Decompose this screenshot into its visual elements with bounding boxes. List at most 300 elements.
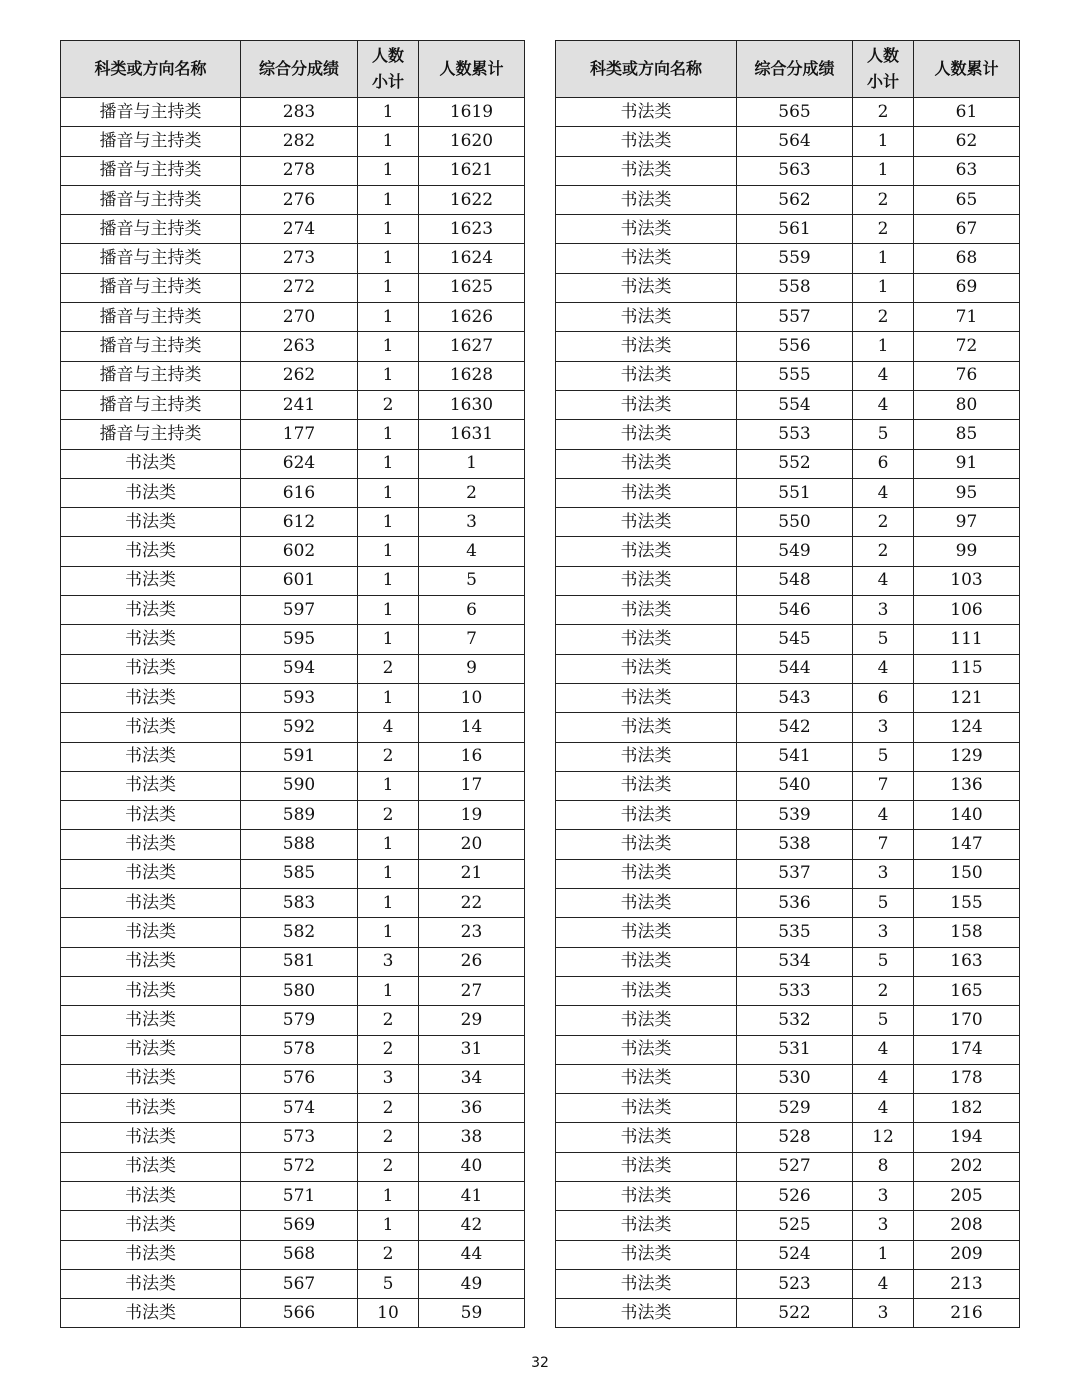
cell-cumulative: 85	[914, 420, 1020, 449]
cell-subtotal: 5	[358, 1269, 419, 1298]
table-row	[556, 390, 1020, 419]
cell-name: 书法类	[61, 742, 241, 771]
cell-name: 书法类	[61, 537, 241, 566]
cell-cumulative: 23	[419, 918, 525, 947]
table-row	[556, 1181, 1020, 1210]
table-row	[556, 742, 1020, 771]
cell-score: 270	[241, 303, 358, 332]
cell-subtotal: 2	[853, 98, 914, 127]
cell-name: 书法类	[61, 1299, 241, 1328]
header-name: 科类或方向名称	[556, 41, 737, 98]
cell-cumulative: 106	[914, 596, 1020, 625]
cell-subtotal: 12	[853, 1123, 914, 1152]
cell-name: 书法类	[61, 683, 241, 712]
cell-score: 524	[737, 1240, 853, 1269]
table-row	[61, 478, 525, 507]
cell-score: 562	[737, 185, 853, 214]
cell-subtotal: 1	[853, 273, 914, 302]
cell-cumulative: 44	[419, 1240, 525, 1269]
table-row	[61, 683, 525, 712]
cell-name: 书法类	[61, 596, 241, 625]
cell-score: 532	[737, 1006, 853, 1035]
cell-name: 书法类	[556, 449, 737, 478]
cell-subtotal: 2	[853, 185, 914, 214]
cell-cumulative: 136	[914, 771, 1020, 800]
cell-score: 276	[241, 185, 358, 214]
cell-name: 书法类	[556, 215, 737, 244]
cell-score: 553	[737, 420, 853, 449]
cell-subtotal: 1	[358, 215, 419, 244]
cell-cumulative: 17	[419, 771, 525, 800]
cell-cumulative: 216	[914, 1299, 1020, 1328]
cell-subtotal: 1	[358, 1181, 419, 1210]
cell-cumulative: 69	[914, 273, 1020, 302]
cell-cumulative: 170	[914, 1006, 1020, 1035]
cell-cumulative: 80	[914, 390, 1020, 419]
cell-name: 书法类	[556, 859, 737, 888]
cell-subtotal: 3	[853, 1181, 914, 1210]
cell-cumulative: 213	[914, 1269, 1020, 1298]
cell-score: 595	[241, 625, 358, 654]
header-score: 综合分成绩	[241, 41, 358, 98]
cell-subtotal: 1	[853, 244, 914, 273]
cell-name: 书法类	[61, 1269, 241, 1298]
table-body-right	[556, 98, 1020, 1328]
cell-cumulative: 99	[914, 537, 1020, 566]
cell-score: 531	[737, 1035, 853, 1064]
cell-subtotal: 1	[358, 976, 419, 1005]
table-row	[556, 215, 1020, 244]
cell-name: 书法类	[556, 478, 737, 507]
cell-name: 书法类	[556, 156, 737, 185]
cell-name: 书法类	[556, 98, 737, 127]
table-row	[61, 889, 525, 918]
cell-name: 书法类	[61, 889, 241, 918]
cell-score: 585	[241, 859, 358, 888]
cell-name: 书法类	[556, 1064, 737, 1093]
cell-score: 574	[241, 1094, 358, 1123]
table-row	[61, 156, 525, 185]
table-row	[556, 156, 1020, 185]
table-row	[556, 127, 1020, 156]
cell-subtotal: 5	[853, 625, 914, 654]
cell-score: 525	[737, 1211, 853, 1240]
header-subtotal	[358, 41, 419, 98]
cell-subtotal: 4	[853, 390, 914, 419]
table-row	[556, 1094, 1020, 1123]
cell-cumulative: 111	[914, 625, 1020, 654]
table-row	[61, 918, 525, 947]
cell-cumulative: 49	[419, 1269, 525, 1298]
table-row	[556, 478, 1020, 507]
table-row	[556, 1299, 1020, 1328]
cell-score: 552	[737, 449, 853, 478]
cell-subtotal: 1	[853, 1240, 914, 1269]
cell-subtotal: 4	[853, 1269, 914, 1298]
cell-name: 播音与主持类	[61, 332, 241, 361]
cell-score: 522	[737, 1299, 853, 1328]
cell-name: 书法类	[556, 185, 737, 214]
cell-cumulative: 14	[419, 713, 525, 742]
table-body-left	[61, 98, 525, 1328]
cell-name: 书法类	[556, 1299, 737, 1328]
table-row	[556, 918, 1020, 947]
cell-cumulative: 158	[914, 918, 1020, 947]
cell-score: 528	[737, 1123, 853, 1152]
cell-cumulative: 63	[914, 156, 1020, 185]
cell-name: 书法类	[61, 1094, 241, 1123]
cell-subtotal: 5	[853, 889, 914, 918]
score-table-left	[60, 40, 525, 1328]
table-row	[61, 420, 525, 449]
cell-cumulative: 16	[419, 742, 525, 771]
cell-score: 555	[737, 361, 853, 390]
cell-score: 592	[241, 713, 358, 742]
cell-name: 书法类	[556, 976, 737, 1005]
table-row	[61, 449, 525, 478]
cell-score: 535	[737, 918, 853, 947]
table-row	[556, 1006, 1020, 1035]
table-row	[556, 859, 1020, 888]
cell-name: 播音与主持类	[61, 215, 241, 244]
table-row	[61, 273, 525, 302]
cell-cumulative: 1	[419, 449, 525, 478]
cell-subtotal: 8	[853, 1152, 914, 1181]
cell-score: 534	[737, 947, 853, 976]
cell-name: 书法类	[61, 1152, 241, 1181]
cell-subtotal: 1	[358, 1211, 419, 1240]
cell-cumulative: 34	[419, 1064, 525, 1093]
header-score: 综合分成绩	[737, 41, 853, 98]
cell-name: 书法类	[61, 1064, 241, 1093]
table-row	[556, 420, 1020, 449]
cell-name: 书法类	[556, 1123, 737, 1152]
cell-name: 书法类	[556, 1181, 737, 1210]
cell-name: 书法类	[556, 1269, 737, 1298]
cell-cumulative: 40	[419, 1152, 525, 1181]
cell-subtotal: 6	[853, 683, 914, 712]
cell-score: 282	[241, 127, 358, 156]
cell-score: 273	[241, 244, 358, 273]
cell-subtotal: 1	[358, 244, 419, 273]
cell-score: 589	[241, 801, 358, 830]
table-row	[61, 332, 525, 361]
table-row	[61, 976, 525, 1005]
cell-cumulative: 182	[914, 1094, 1020, 1123]
header-cumulative: 人数累计	[419, 41, 525, 98]
table-row	[556, 976, 1020, 1005]
cell-cumulative: 174	[914, 1035, 1020, 1064]
header-subtotal-text: 人数小计	[866, 46, 899, 91]
cell-cumulative: 140	[914, 801, 1020, 830]
cell-subtotal: 1	[358, 332, 419, 361]
cell-score: 546	[737, 596, 853, 625]
cell-name: 书法类	[556, 654, 737, 683]
table-row	[556, 1123, 1020, 1152]
cell-score: 545	[737, 625, 853, 654]
cell-subtotal: 1	[358, 361, 419, 390]
cell-name: 书法类	[556, 537, 737, 566]
table-row	[61, 625, 525, 654]
cell-subtotal: 1	[358, 830, 419, 859]
cell-name: 书法类	[61, 449, 241, 478]
cell-score: 569	[241, 1211, 358, 1240]
cell-cumulative: 62	[914, 127, 1020, 156]
cell-subtotal: 1	[358, 625, 419, 654]
cell-cumulative: 3	[419, 508, 525, 537]
cell-score: 523	[737, 1269, 853, 1298]
header-name: 科类或方向名称	[61, 41, 241, 98]
table-row	[556, 185, 1020, 214]
table-row	[556, 830, 1020, 859]
cell-score: 556	[737, 332, 853, 361]
cell-cumulative: 1619	[419, 98, 525, 127]
cell-name: 书法类	[556, 390, 737, 419]
cell-score: 566	[241, 1299, 358, 1328]
cell-subtotal: 2	[358, 1240, 419, 1269]
cell-score: 578	[241, 1035, 358, 1064]
cell-subtotal: 3	[358, 1064, 419, 1093]
cell-score: 581	[241, 947, 358, 976]
cell-cumulative: 5	[419, 566, 525, 595]
cell-cumulative: 29	[419, 1006, 525, 1035]
cell-name: 书法类	[556, 361, 737, 390]
cell-name: 书法类	[556, 683, 737, 712]
cell-cumulative: 71	[914, 303, 1020, 332]
cell-subtotal: 3	[358, 947, 419, 976]
table-row	[556, 332, 1020, 361]
table-row	[556, 947, 1020, 976]
cell-score: 543	[737, 683, 853, 712]
cell-cumulative: 205	[914, 1181, 1020, 1210]
table-row	[556, 1064, 1020, 1093]
table-row	[61, 654, 525, 683]
cell-subtotal: 2	[853, 537, 914, 566]
cell-score: 568	[241, 1240, 358, 1269]
cell-cumulative: 115	[914, 654, 1020, 683]
cell-subtotal: 2	[358, 742, 419, 771]
cell-name: 书法类	[61, 566, 241, 595]
cell-cumulative: 4	[419, 537, 525, 566]
cell-subtotal: 3	[853, 859, 914, 888]
cell-subtotal: 1	[358, 127, 419, 156]
cell-score: 526	[737, 1181, 853, 1210]
cell-cumulative: 208	[914, 1211, 1020, 1240]
cell-name: 书法类	[556, 420, 737, 449]
cell-name: 书法类	[61, 947, 241, 976]
cell-cumulative: 103	[914, 566, 1020, 595]
table-row	[61, 859, 525, 888]
cell-score: 579	[241, 1006, 358, 1035]
cell-score: 278	[241, 156, 358, 185]
cell-subtotal: 4	[853, 654, 914, 683]
cell-cumulative: 1624	[419, 244, 525, 273]
cell-subtotal: 6	[853, 449, 914, 478]
cell-subtotal: 3	[853, 1211, 914, 1240]
cell-subtotal: 4	[358, 713, 419, 742]
cell-name: 书法类	[61, 508, 241, 537]
cell-subtotal: 4	[853, 1094, 914, 1123]
cell-cumulative: 76	[914, 361, 1020, 390]
cell-name: 播音与主持类	[61, 244, 241, 273]
cell-score: 593	[241, 683, 358, 712]
cell-subtotal: 1	[853, 127, 914, 156]
table-row	[61, 1181, 525, 1210]
score-table-right	[555, 40, 1020, 1328]
cell-cumulative: 61	[914, 98, 1020, 127]
cell-score: 530	[737, 1064, 853, 1093]
table-row	[61, 1006, 525, 1035]
cell-subtotal: 4	[853, 1064, 914, 1093]
table-row	[556, 1240, 1020, 1269]
cell-subtotal: 2	[853, 976, 914, 1005]
cell-score: 594	[241, 654, 358, 683]
page-number: 32	[531, 1355, 549, 1371]
table-row	[556, 771, 1020, 800]
cell-cumulative: 1620	[419, 127, 525, 156]
table-row	[61, 303, 525, 332]
cell-name: 书法类	[556, 771, 737, 800]
cell-subtotal: 3	[853, 918, 914, 947]
cell-score: 567	[241, 1269, 358, 1298]
cell-subtotal: 2	[358, 390, 419, 419]
cell-cumulative: 31	[419, 1035, 525, 1064]
cell-subtotal: 5	[853, 742, 914, 771]
cell-cumulative: 178	[914, 1064, 1020, 1093]
header-subtotal	[853, 41, 914, 98]
cell-cumulative: 202	[914, 1152, 1020, 1181]
cell-score: 177	[241, 420, 358, 449]
cell-name: 书法类	[61, 1181, 241, 1210]
table-row	[61, 596, 525, 625]
table-row	[61, 1064, 525, 1093]
cell-name: 书法类	[556, 889, 737, 918]
cell-name: 书法类	[61, 1240, 241, 1269]
cell-cumulative: 1630	[419, 390, 525, 419]
cell-subtotal: 1	[358, 420, 419, 449]
cell-score: 554	[737, 390, 853, 419]
cell-score: 624	[241, 449, 358, 478]
cell-cumulative: 165	[914, 976, 1020, 1005]
cell-cumulative: 68	[914, 244, 1020, 273]
cell-name: 书法类	[556, 1240, 737, 1269]
cell-subtotal: 4	[853, 566, 914, 595]
cell-score: 551	[737, 478, 853, 507]
cell-subtotal: 1	[358, 596, 419, 625]
cell-cumulative: 1623	[419, 215, 525, 244]
table-row	[556, 625, 1020, 654]
cell-subtotal: 2	[358, 1123, 419, 1152]
cell-score: 544	[737, 654, 853, 683]
cell-cumulative: 38	[419, 1123, 525, 1152]
table-row	[61, 742, 525, 771]
cell-score: 557	[737, 303, 853, 332]
cell-subtotal: 2	[358, 654, 419, 683]
table-row	[61, 1299, 525, 1328]
table-row	[61, 1035, 525, 1064]
cell-subtotal: 1	[358, 273, 419, 302]
cell-subtotal: 1	[358, 185, 419, 214]
table-row	[556, 449, 1020, 478]
cell-name: 书法类	[61, 1035, 241, 1064]
cell-name: 播音与主持类	[61, 127, 241, 156]
table-row	[61, 801, 525, 830]
cell-cumulative: 27	[419, 976, 525, 1005]
cell-score: 540	[737, 771, 853, 800]
cell-name: 书法类	[61, 1006, 241, 1035]
cell-score: 601	[241, 566, 358, 595]
table-row	[61, 361, 525, 390]
cell-score: 283	[241, 98, 358, 127]
cell-subtotal: 1	[358, 683, 419, 712]
cell-subtotal: 2	[358, 1094, 419, 1123]
table-row	[556, 244, 1020, 273]
cell-cumulative: 36	[419, 1094, 525, 1123]
table-row	[61, 1152, 525, 1181]
cell-name: 书法类	[556, 596, 737, 625]
cell-subtotal: 1	[358, 889, 419, 918]
cell-score: 558	[737, 273, 853, 302]
cell-name: 书法类	[556, 1094, 737, 1123]
cell-score: 612	[241, 508, 358, 537]
cell-subtotal: 7	[853, 830, 914, 859]
cell-name: 书法类	[556, 273, 737, 302]
cell-cumulative: 19	[419, 801, 525, 830]
table-row	[61, 244, 525, 273]
cell-name: 书法类	[61, 654, 241, 683]
cell-subtotal: 1	[358, 771, 419, 800]
cell-cumulative: 42	[419, 1211, 525, 1240]
cell-name: 播音与主持类	[61, 390, 241, 419]
table-row	[556, 303, 1020, 332]
cell-subtotal: 3	[853, 1299, 914, 1328]
cell-subtotal: 4	[853, 478, 914, 507]
cell-subtotal: 1	[358, 859, 419, 888]
cell-name: 书法类	[556, 566, 737, 595]
cell-subtotal: 1	[358, 566, 419, 595]
cell-cumulative: 21	[419, 859, 525, 888]
cell-subtotal: 5	[853, 420, 914, 449]
cell-subtotal: 1	[358, 537, 419, 566]
cell-score: 573	[241, 1123, 358, 1152]
cell-name: 书法类	[61, 771, 241, 800]
table-row	[556, 596, 1020, 625]
cell-subtotal: 2	[358, 1035, 419, 1064]
cell-score: 262	[241, 361, 358, 390]
table-row	[61, 537, 525, 566]
cell-name: 书法类	[61, 625, 241, 654]
cell-subtotal: 7	[853, 771, 914, 800]
cell-subtotal: 2	[853, 508, 914, 537]
cell-subtotal: 2	[358, 1152, 419, 1181]
cell-subtotal: 1	[358, 918, 419, 947]
cell-score: 263	[241, 332, 358, 361]
cell-subtotal: 1	[358, 508, 419, 537]
cell-score: 536	[737, 889, 853, 918]
table-row	[61, 947, 525, 976]
cell-cumulative: 124	[914, 713, 1020, 742]
cell-name: 书法类	[556, 713, 737, 742]
cell-cumulative: 10	[419, 683, 525, 712]
table-row	[556, 273, 1020, 302]
header-subtotal-text: 人数小计	[371, 46, 404, 91]
table-row	[61, 566, 525, 595]
cell-cumulative: 150	[914, 859, 1020, 888]
cell-name: 书法类	[556, 508, 737, 537]
cell-subtotal: 3	[853, 596, 914, 625]
cell-score: 533	[737, 976, 853, 1005]
cell-name: 书法类	[61, 1123, 241, 1152]
